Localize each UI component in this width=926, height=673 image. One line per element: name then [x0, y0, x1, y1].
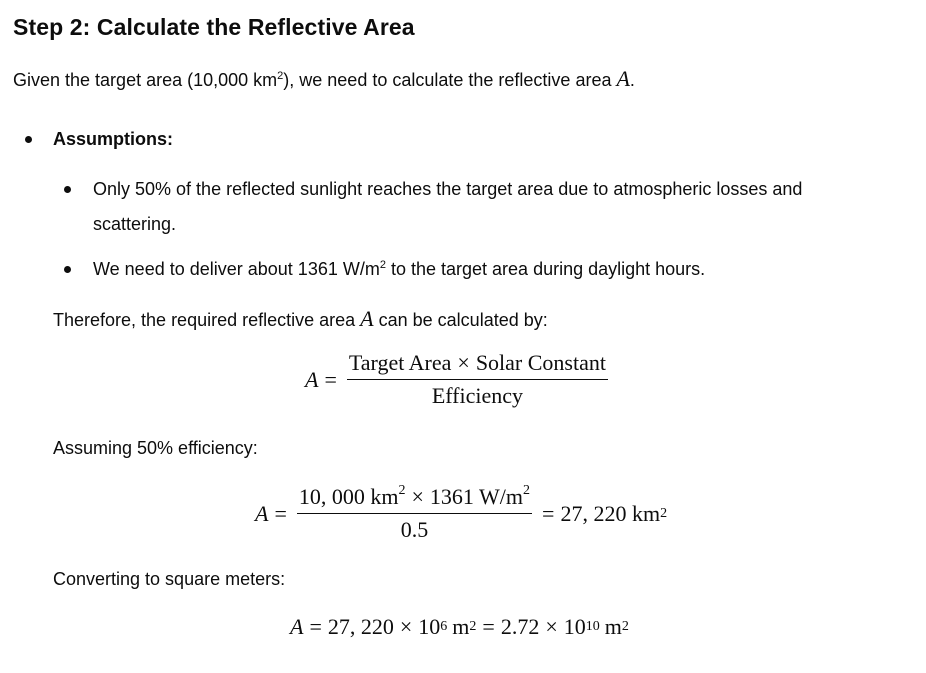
eq1-num-b: Solar Constant	[475, 350, 606, 375]
bullet-dot	[64, 186, 71, 193]
equation-2: A = $\frac{10, 000 km^2 \times 1361 W/m^2}{0.5}$ = 27, 220 km 2	[255, 483, 668, 542]
intro-variable: A	[616, 66, 630, 91]
eq2-fraction	[297, 484, 532, 543]
equation-3: A = 27, 220 × 10 6 m 2 = 2.72 × 10 10 m 2	[290, 614, 629, 639]
assumption-item-2	[93, 256, 705, 282]
eq3-equals: =	[309, 614, 322, 639]
eq2-num-a: 10, 000 km	[298, 484, 399, 509]
converting-paragraph: Converting to square meters:	[53, 569, 286, 589]
eq2-num-b-sup: 2	[523, 483, 531, 498]
eq2-result: 27, 220 km	[560, 500, 661, 526]
eq1-denominator: Efficiency	[347, 379, 608, 409]
eq2-num-b: 1361 W/m	[429, 484, 524, 509]
eq1-numerator	[347, 350, 608, 379]
bullet-dot	[25, 136, 32, 143]
eq2-numerator	[297, 484, 532, 513]
therefore-paragraph	[53, 306, 548, 333]
intro-sup: 2	[277, 70, 284, 82]
therefore-text-b: can be calculated by:	[373, 310, 548, 330]
eq3-lhs: A	[290, 614, 304, 639]
assumption-item-2-sup: 2	[379, 259, 386, 271]
assumption-item-1-line2: scattering.	[93, 214, 177, 234]
eq3-times: ×	[399, 614, 413, 639]
eq2-equals-2: =	[542, 500, 555, 526]
eq3-d: 10	[563, 614, 586, 639]
eq3-equals-2: =	[482, 614, 495, 639]
intro-text-a: Given the target area (10,000 km	[13, 70, 278, 90]
assumptions-label: Assumptions:	[53, 129, 174, 149]
eq2-lhs: A	[255, 500, 269, 526]
eq3-unit-2: m	[604, 614, 622, 639]
bullet-dot	[64, 266, 71, 273]
therefore-variable: A	[360, 306, 374, 331]
assumption-item-2-text-b: to the target area during daylight hours.	[385, 259, 706, 279]
eq3-unit: m	[452, 614, 470, 639]
eq3-c: 2.72	[500, 614, 540, 639]
eq3-b: 10	[418, 614, 441, 639]
eq2-equals: =	[274, 500, 287, 526]
assumption-item-2-text-a: We need to deliver about 1361 W/m	[93, 259, 380, 279]
intro-text-b: ), we need to calculate the reflective area	[283, 70, 617, 90]
eq1-num-a: Target Area	[348, 350, 452, 375]
equation-1	[305, 350, 612, 409]
eq3-times-2: ×	[545, 614, 558, 639]
eq1-lhs: A	[305, 366, 319, 392]
eq1-equals: =	[324, 366, 337, 392]
eq1-times: ×	[457, 350, 470, 375]
section-heading: Step 2: Calculate the Reflective Area	[13, 14, 415, 40]
intro-text-c: .	[629, 70, 635, 90]
eq2-times: ×	[411, 484, 424, 509]
assuming-paragraph: Assuming 50% efficiency:	[53, 438, 258, 458]
therefore-text-a: Therefore, the required reflective area	[53, 310, 361, 330]
eq1-fraction	[347, 350, 608, 409]
eq3-a: 27, 220	[327, 614, 394, 639]
assumption-item-1-line1: Only 50% of the reflected sunlight reaches the target area due to atmospheric losses and	[93, 179, 803, 199]
eq2-denominator: 0.5	[297, 513, 532, 543]
eq2-num-a-sup: 2	[398, 483, 406, 498]
intro-paragraph	[13, 66, 635, 93]
